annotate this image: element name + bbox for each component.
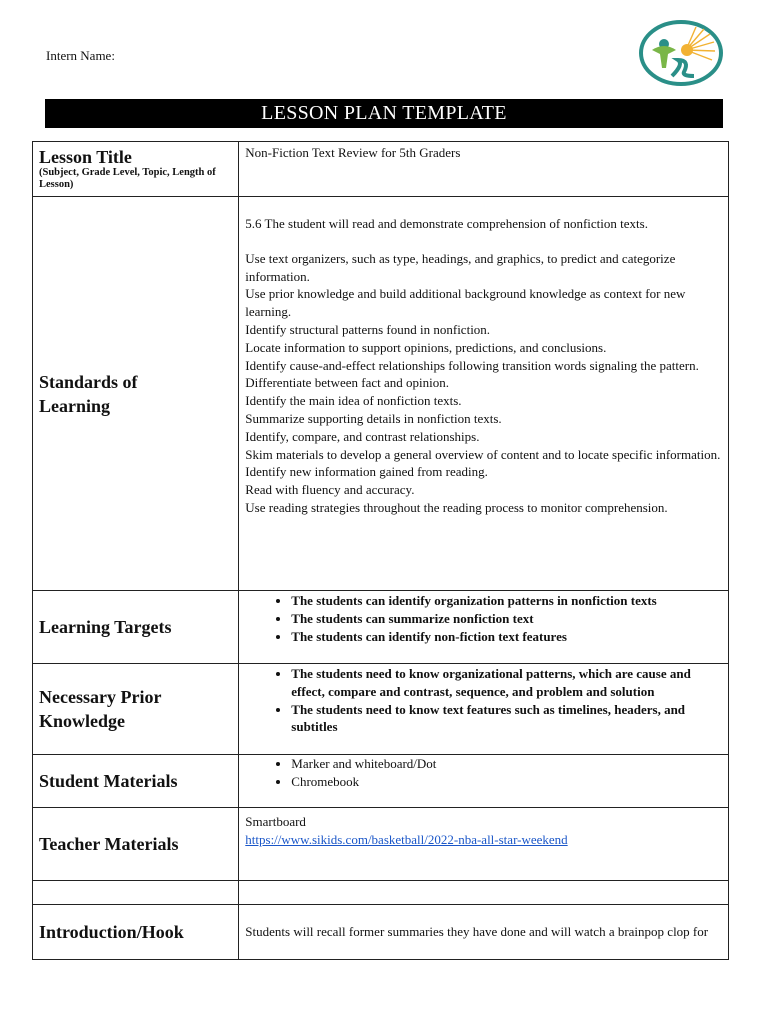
standards-label-line1: Standards of xyxy=(39,371,138,392)
learning-targets-row xyxy=(33,591,729,664)
teacher-materials-value-cell xyxy=(239,808,729,881)
prior-knowledge-label-cell xyxy=(33,664,239,755)
standards-label-cell xyxy=(33,197,239,591)
teacher-materials-smartboard: Smartboard xyxy=(245,814,306,829)
standard-item: Summarize supporting details in nonfiction texts. xyxy=(245,410,502,426)
blank-value-cell xyxy=(239,881,729,905)
standards-label-line2: Learning xyxy=(39,395,111,416)
intern-name-label: Intern Name: xyxy=(46,48,115,63)
student-materials-list xyxy=(239,755,728,791)
learning-target-item: • The students can summarize nonfiction text xyxy=(291,610,724,628)
standards-list xyxy=(239,250,728,517)
lesson-title-label: Lesson Title xyxy=(39,147,132,167)
student-materials-label: Student Materials xyxy=(39,771,178,791)
blank-label-cell xyxy=(33,881,239,905)
learning-targets-value-cell xyxy=(239,591,729,664)
standard-item: Locate information to support opinions, predictions, and conclusions. xyxy=(245,339,607,355)
standard-item: Identify the main idea of nonfiction texts. xyxy=(245,393,462,409)
prior-knowledge-row xyxy=(33,664,729,755)
standard-item: Read with fluency and accuracy. xyxy=(245,482,415,498)
learning-target-item: • The students can identify non-fiction text features xyxy=(291,628,724,646)
standards-intro: 5.6 The student will read and demonstrate comprehension of nonfiction texts. xyxy=(245,216,648,231)
teacher-materials-label-cell xyxy=(33,808,239,881)
standards-label xyxy=(33,370,238,418)
standards-row xyxy=(33,197,729,591)
lesson-title-label-cell xyxy=(33,142,239,197)
teacher-materials-link-wrap xyxy=(239,831,728,849)
lesson-title-value: Non-Fiction Text Review for 5th Graders xyxy=(245,145,461,160)
standard-item: Use text organizers, such as type, headings, and graphics, to predict and categorize information. xyxy=(245,250,676,284)
standard-item: Differentiate between fact and opinion. xyxy=(245,375,449,391)
teacher-materials-link[interactable]: https://www.sikids.com/basketball/2022-nba-all-star-weekend xyxy=(245,831,568,847)
lesson-plan-banner: LESSON PLAN TEMPLATE xyxy=(45,99,723,128)
standard-item: Skim materials to develop a general overview of content and to locate specific information. xyxy=(245,446,721,462)
prior-knowledge-list xyxy=(239,665,728,736)
standard-item: Identify, compare, and contrast relationships. xyxy=(245,428,480,444)
standard-item: Use reading strategies throughout the reading process to monitor comprehension. xyxy=(245,499,668,515)
teacher-materials-row xyxy=(33,808,729,881)
student-material-item: • Chromebook xyxy=(291,773,724,791)
learning-targets-list xyxy=(239,592,728,645)
introduction-value-cell xyxy=(239,905,729,960)
student-materials-value-cell xyxy=(239,755,729,808)
student-materials-row xyxy=(33,755,729,808)
introduction-label: Introduction/Hook xyxy=(39,922,184,942)
introduction-label-cell xyxy=(33,905,239,960)
prior-knowledge-value-cell xyxy=(239,664,729,755)
standards-value-cell xyxy=(239,197,729,591)
standard-item: Use prior knowledge and build additional background knowledge as context for new learning. xyxy=(245,286,686,320)
learning-target-item: • The students can identify organization patterns in nonfiction texts xyxy=(291,592,724,610)
introduction-row xyxy=(33,905,729,960)
program-logo xyxy=(638,20,724,86)
prior-knowledge-label-line2: Knowledge xyxy=(39,711,126,731)
standard-item: Identify cause-and-effect relationships following transition words signaling the pattern. xyxy=(245,357,699,373)
standard-item: Identify structural patterns found in nonfiction. xyxy=(245,321,491,337)
introduction-value: Students will recall former summaries they have done and will watch a brainpop clop for xyxy=(245,924,709,939)
learning-targets-label-cell xyxy=(33,591,239,664)
lesson-plan-table xyxy=(32,141,729,960)
prior-knowledge-label-line1: Necessary Prior xyxy=(39,687,162,707)
learning-targets-label: Learning Targets xyxy=(39,617,172,637)
student-material-item: • Marker and whiteboard/Dot xyxy=(291,755,724,773)
teacher-materials-label: Teacher Materials xyxy=(39,834,179,854)
blank-row xyxy=(33,881,729,905)
prior-knowledge-item: • The students need to know text features such as timelines, headers, and subtitles xyxy=(291,701,724,737)
standard-item: Identify new information gained from reading. xyxy=(245,464,488,480)
prior-knowledge-label xyxy=(33,685,238,733)
lesson-title-sublabel: (Subject, Grade Level, Topic, Length of Lesson) xyxy=(39,167,216,190)
lesson-title-row xyxy=(33,142,729,197)
student-materials-label-cell xyxy=(33,755,239,808)
lesson-title-value-cell xyxy=(239,142,729,197)
prior-knowledge-item: • The students need to know organizational patterns, which are cause and effect, compare and contrast, sequence, and problem and solution xyxy=(291,665,724,701)
